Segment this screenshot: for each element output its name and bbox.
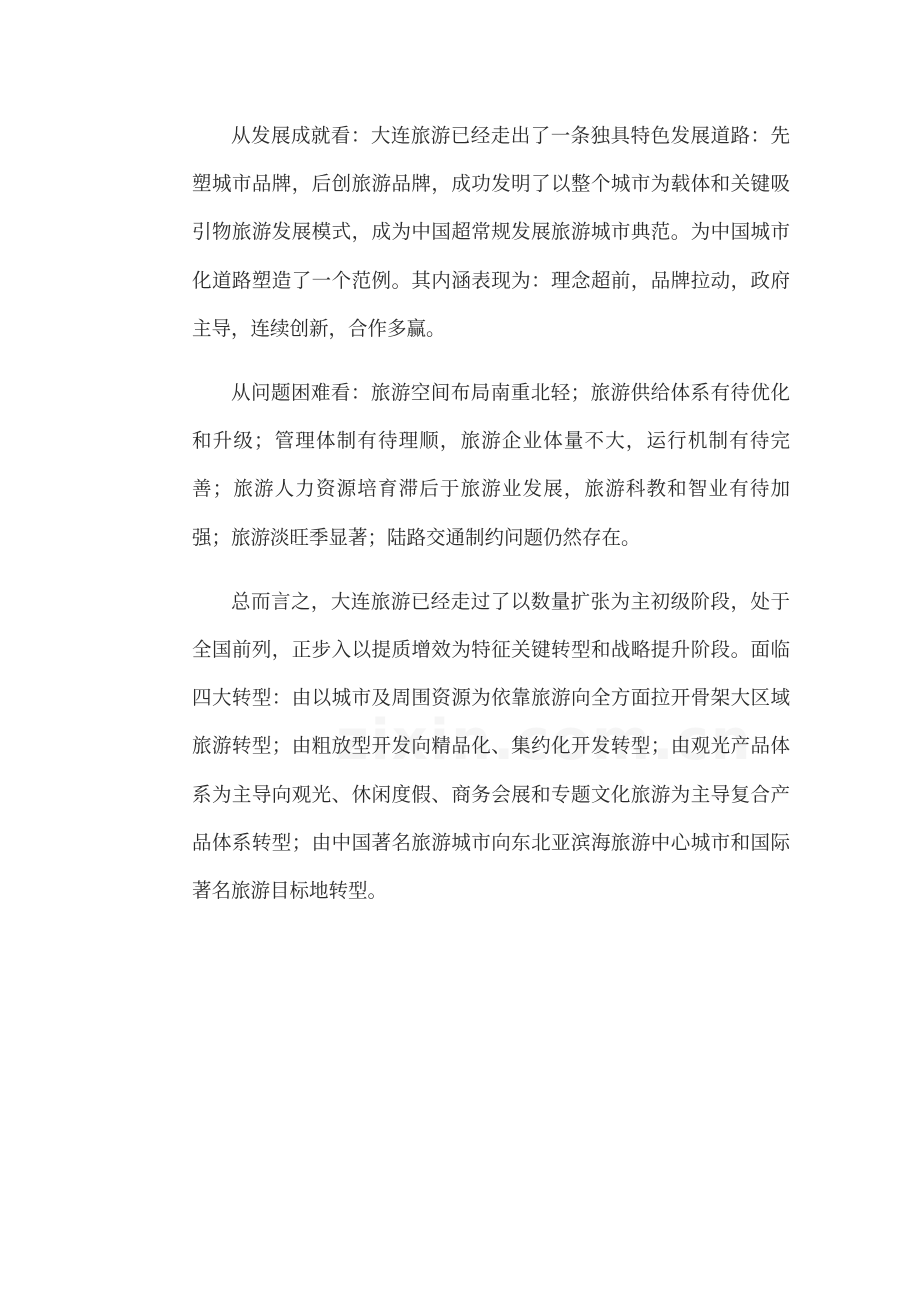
paragraph-achievements: 从发展成就看：大连旅游已经走出了一条独具特色发展道路：先塑城市品牌，后创旅游品牌，成功发明了以整个城市为载体和关键吸引物旅游发展模式，成为中国超常规发展旅游城市典范。为中国城市化道路塑造了一个范例。其内涵表现为：理念超前，品牌拉动，政府主导，连续创新，合作多赢。 [192, 124, 790, 340]
paragraph-problems: 从问题困难看：旅游空间布局南重北轻；旅游供给体系有待优化和升级；管理体制有待理顺，旅游企业体量不大，运行机制有待完善；旅游人力资源培育滞后于旅游业发展，旅游科教和智业有待加强；旅游淡旺季显著；陆路交通制约问题仍然存在。 [192, 381, 790, 549]
paragraph-summary: 总而言之，大连旅游已经走过了以数量扩张为主初级阶段，处于全国前列，正步入以提质增效为特征关键转型和战略提升阶段。面临四大转型：由以城市及周围资源为依靠旅游向全方面拉开骨架大区域旅游转型；由粗放型开发向精品化、集约化开发转型；由观光产品体系为主导向观光、休闲度假、商务会展和专题文化旅游为主导复合产品体系转型；由中国著名旅游城市向东北亚滨海旅游中心城市和国际著名旅游目标地转型。 [192, 589, 790, 903]
document-body [192, 112, 790, 915]
